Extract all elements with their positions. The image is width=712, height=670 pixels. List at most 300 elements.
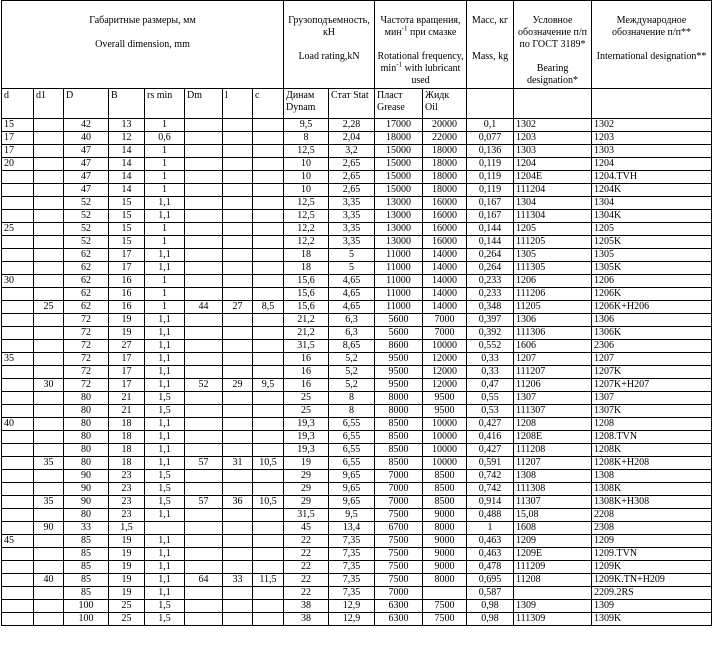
cell-B: 21 (109, 405, 145, 418)
cell-d (2, 600, 34, 613)
cell-gost: 1209E (514, 548, 592, 561)
cell-d (2, 522, 34, 535)
cell-D: 62 (64, 275, 109, 288)
cell-dyn: 19,3 (284, 431, 329, 444)
cell-B: 19 (109, 574, 145, 587)
cell-D: 85 (64, 574, 109, 587)
cell-gost: 111206 (514, 288, 592, 301)
cell-dyn: 22 (284, 587, 329, 600)
cell-intl: 1307 (592, 392, 712, 405)
cell-gost: 111207 (514, 366, 592, 379)
cell-oil: 14000 (423, 301, 467, 314)
cell-grease: 8500 (375, 457, 423, 470)
table-row (2, 587, 712, 600)
table-row (2, 119, 712, 132)
cell-rs: 1,5 (145, 470, 185, 483)
cell-c (253, 522, 284, 535)
cell-c (253, 353, 284, 366)
cell-dyn: 22 (284, 561, 329, 574)
cell-d1 (34, 145, 64, 158)
cell-grease: 7500 (375, 509, 423, 522)
cell-l (223, 509, 253, 522)
cell-D: 40 (64, 132, 109, 145)
cell-gost (514, 587, 592, 600)
cell-stat: 7,35 (329, 561, 375, 574)
cell-d1: 35 (34, 496, 64, 509)
cell-Dm (185, 236, 223, 249)
cell-gost: 1306 (514, 314, 592, 327)
cell-c (253, 509, 284, 522)
cell-oil: 10000 (423, 431, 467, 444)
cell-stat: 6,3 (329, 327, 375, 340)
cell-d (2, 236, 34, 249)
cell-D: 72 (64, 340, 109, 353)
cell-intl: 1204K (592, 184, 712, 197)
cell-D: 52 (64, 197, 109, 210)
cell-oil: 10000 (423, 457, 467, 470)
cell-d (2, 457, 34, 470)
cell-oil: 9000 (423, 509, 467, 522)
cell-gost: 1203 (514, 132, 592, 145)
cell-l (223, 431, 253, 444)
cell-rs: 1 (145, 184, 185, 197)
cell-dyn: 38 (284, 613, 329, 626)
cell-mass: 0,552 (467, 340, 514, 353)
cell-intl: 1304 (592, 197, 712, 210)
gost-designation-header-en: Bearing designation* (526, 63, 579, 86)
cell-c (253, 600, 284, 613)
cell-mass: 0,119 (467, 171, 514, 184)
cell-mass: 0,98 (467, 600, 514, 613)
cell-stat: 9,65 (329, 483, 375, 496)
cell-oil: 18000 (423, 145, 467, 158)
cell-grease: 7000 (375, 496, 423, 509)
cell-mass: 0,167 (467, 210, 514, 223)
cell-rs: 1,1 (145, 418, 185, 431)
cell-intl: 1204 (592, 158, 712, 171)
cell-l (223, 210, 253, 223)
cell-dyn: 10 (284, 158, 329, 171)
cell-d1: 40 (34, 574, 64, 587)
cell-stat: 12,9 (329, 613, 375, 626)
cell-c (253, 249, 284, 262)
cell-stat: 5,2 (329, 353, 375, 366)
cell-gost: 111205 (514, 236, 592, 249)
table-row (2, 613, 712, 626)
cell-rs: 1,1 (145, 535, 185, 548)
cell-D: 62 (64, 249, 109, 262)
cell-d1 (34, 327, 64, 340)
cell-B: 15 (109, 210, 145, 223)
cell-d1 (34, 236, 64, 249)
cell-dyn: 19,3 (284, 418, 329, 431)
cell-d (2, 249, 34, 262)
cell-d1 (34, 509, 64, 522)
col-d: d (2, 89, 34, 119)
cell-intl: 1308K (592, 483, 712, 496)
cell-gost: 111204 (514, 184, 592, 197)
cell-rs: 1,1 (145, 327, 185, 340)
col-D: D (64, 89, 109, 119)
cell-grease: 8500 (375, 431, 423, 444)
cell-gost: 1208E (514, 431, 592, 444)
cell-rs: 1 (145, 119, 185, 132)
speed-header (375, 1, 467, 89)
cell-oil: 10000 (423, 340, 467, 353)
cell-oil: 16000 (423, 236, 467, 249)
cell-intl: 1206 (592, 275, 712, 288)
cell-stat: 3,35 (329, 197, 375, 210)
table-row (2, 340, 712, 353)
cell-Dm (185, 184, 223, 197)
cell-l: 31 (223, 457, 253, 470)
cell-dyn: 38 (284, 600, 329, 613)
cell-stat: 6,55 (329, 418, 375, 431)
cell-B: 18 (109, 431, 145, 444)
table-row (2, 561, 712, 574)
cell-c (253, 535, 284, 548)
cell-D: 62 (64, 301, 109, 314)
cell-oil: 9000 (423, 561, 467, 574)
cell-D: 90 (64, 470, 109, 483)
speed-header-ru: Частота вращения, мин$^{-1}$ при смазке (380, 15, 461, 38)
cell-B: 25 (109, 613, 145, 626)
table-row (2, 210, 712, 223)
cell-mass: 0,488 (467, 509, 514, 522)
cell-dyn: 16 (284, 353, 329, 366)
cell-grease: 13000 (375, 197, 423, 210)
cell-mass: 0,144 (467, 223, 514, 236)
cell-c (253, 223, 284, 236)
cell-grease: 15000 (375, 184, 423, 197)
cell-stat: 2,04 (329, 132, 375, 145)
cell-B: 12 (109, 132, 145, 145)
table-row (2, 353, 712, 366)
cell-D: 47 (64, 184, 109, 197)
cell-Dm (185, 600, 223, 613)
cell-mass: 0,914 (467, 496, 514, 509)
cell-d (2, 613, 34, 626)
cell-Dm (185, 171, 223, 184)
table-row (2, 145, 712, 158)
cell-d (2, 561, 34, 574)
cell-rs: 1,1 (145, 314, 185, 327)
cell-grease: 11000 (375, 288, 423, 301)
cell-gost: 1204E (514, 171, 592, 184)
cell-oil: 8000 (423, 574, 467, 587)
cell-c (253, 158, 284, 171)
cell-grease: 13000 (375, 223, 423, 236)
cell-mass: 0,392 (467, 327, 514, 340)
cell-gost: 1307 (514, 392, 592, 405)
cell-l (223, 470, 253, 483)
cell-D: 90 (64, 496, 109, 509)
cell-rs: 1,1 (145, 561, 185, 574)
col-dynamic: Динам Dynam (284, 89, 329, 119)
cell-gost: 1303 (514, 145, 592, 158)
cell-d (2, 548, 34, 561)
cell-c (253, 171, 284, 184)
cell-d (2, 587, 34, 600)
cell-d1 (34, 366, 64, 379)
cell-Dm (185, 522, 223, 535)
table-row (2, 262, 712, 275)
cell-rs: 1 (145, 288, 185, 301)
cell-d (2, 340, 34, 353)
cell-grease: 8000 (375, 392, 423, 405)
cell-rs: 1 (145, 223, 185, 236)
table-body (2, 119, 712, 626)
cell-B: 19 (109, 314, 145, 327)
cell-l (223, 288, 253, 301)
cell-l (223, 548, 253, 561)
cell-gost: 1204 (514, 158, 592, 171)
cell-d1 (34, 184, 64, 197)
cell-stat: 5,2 (329, 379, 375, 392)
col-d1: d1 (34, 89, 64, 119)
table-row (2, 301, 712, 314)
cell-l (223, 535, 253, 548)
cell-c (253, 327, 284, 340)
load-rating-header-ru: Грузоподъемность, кН (288, 15, 370, 38)
cell-l (223, 366, 253, 379)
cell-stat: 2,28 (329, 119, 375, 132)
cell-D: 47 (64, 171, 109, 184)
cell-d: 17 (2, 132, 34, 145)
cell-rs (145, 522, 185, 535)
cell-grease: 7500 (375, 548, 423, 561)
load-rating-header (284, 1, 375, 89)
table-row (2, 171, 712, 184)
cell-c: 10,5 (253, 496, 284, 509)
cell-intl: 1209K.TN+H209 (592, 574, 712, 587)
cell-B: 19 (109, 561, 145, 574)
cell-c (253, 444, 284, 457)
cell-stat: 12,9 (329, 600, 375, 613)
bearing-table (1, 0, 712, 626)
cell-B: 23 (109, 483, 145, 496)
cell-B: 17 (109, 249, 145, 262)
cell-stat: 7,35 (329, 535, 375, 548)
cell-d1: 25 (34, 301, 64, 314)
cell-oil: 12000 (423, 353, 467, 366)
cell-rs: 1,1 (145, 431, 185, 444)
cell-grease: 9500 (375, 353, 423, 366)
cell-l (223, 353, 253, 366)
cell-stat: 9,65 (329, 470, 375, 483)
cell-oil: 18000 (423, 184, 467, 197)
cell-l (223, 197, 253, 210)
cell-grease: 13000 (375, 210, 423, 223)
cell-d1 (34, 171, 64, 184)
col-mass-spacer (467, 89, 514, 119)
cell-Dm: 57 (185, 457, 223, 470)
cell-grease: 15000 (375, 158, 423, 171)
cell-d: 15 (2, 119, 34, 132)
cell-oil: 12000 (423, 366, 467, 379)
cell-gost: 1205 (514, 223, 592, 236)
cell-rs: 1,1 (145, 509, 185, 522)
cell-gost: 11208 (514, 574, 592, 587)
cell-mass: 0,695 (467, 574, 514, 587)
cell-intl: 1209.TVN (592, 548, 712, 561)
cell-D: 72 (64, 353, 109, 366)
cell-mass: 0,136 (467, 145, 514, 158)
cell-oil: 14000 (423, 249, 467, 262)
cell-D: 80 (64, 457, 109, 470)
cell-Dm: 44 (185, 301, 223, 314)
cell-d1 (34, 262, 64, 275)
cell-c: 8,5 (253, 301, 284, 314)
cell-dyn: 31,5 (284, 509, 329, 522)
cell-rs: 1,5 (145, 392, 185, 405)
cell-d (2, 288, 34, 301)
cell-oil: 16000 (423, 210, 467, 223)
cell-stat: 4,65 (329, 288, 375, 301)
cell-D: 52 (64, 223, 109, 236)
cell-grease: 11000 (375, 262, 423, 275)
cell-D: 80 (64, 405, 109, 418)
cell-d (2, 574, 34, 587)
table-row (2, 548, 712, 561)
cell-dyn: 29 (284, 483, 329, 496)
cell-c (253, 392, 284, 405)
cell-l (223, 314, 253, 327)
cell-rs: 1,1 (145, 379, 185, 392)
col-grease: Пласт Grease (375, 89, 423, 119)
cell-D: 100 (64, 613, 109, 626)
cell-intl: 1206K+H206 (592, 301, 712, 314)
cell-d1 (34, 275, 64, 288)
cell-stat: 6,55 (329, 457, 375, 470)
gost-designation-header (514, 1, 592, 89)
cell-d1 (34, 418, 64, 431)
cell-c: 9,5 (253, 379, 284, 392)
cell-mass: 0,33 (467, 366, 514, 379)
cell-grease: 8500 (375, 418, 423, 431)
cell-d1 (34, 223, 64, 236)
cell-l (223, 340, 253, 353)
cell-Dm: 52 (185, 379, 223, 392)
cell-intl: 1306 (592, 314, 712, 327)
cell-B: 23 (109, 470, 145, 483)
cell-Dm: 64 (185, 574, 223, 587)
cell-mass: 0,119 (467, 184, 514, 197)
cell-intl: 1305K (592, 262, 712, 275)
intl-designation-header (592, 1, 712, 89)
mass-header-ru: Масс, кг (471, 15, 509, 26)
cell-intl: 1206K (592, 288, 712, 301)
cell-intl: 1204.TVH (592, 171, 712, 184)
cell-B: 19 (109, 548, 145, 561)
cell-stat: 6,3 (329, 314, 375, 327)
dimensions-header-en: Overall dimension, mm (95, 39, 190, 50)
cell-oil: 18000 (423, 171, 467, 184)
cell-c (253, 483, 284, 496)
cell-dyn: 22 (284, 535, 329, 548)
cell-mass: 0,119 (467, 158, 514, 171)
cell-gost: 111304 (514, 210, 592, 223)
cell-gost: 111209 (514, 561, 592, 574)
table-row (2, 158, 712, 171)
cell-c (253, 405, 284, 418)
cell-mass: 0,591 (467, 457, 514, 470)
cell-D: 52 (64, 236, 109, 249)
cell-grease: 15000 (375, 171, 423, 184)
cell-d1 (34, 483, 64, 496)
cell-D: 62 (64, 262, 109, 275)
cell-B: 1,5 (109, 522, 145, 535)
cell-d1: 30 (34, 379, 64, 392)
cell-grease: 17000 (375, 119, 423, 132)
cell-c (253, 184, 284, 197)
table-row (2, 509, 712, 522)
cell-oil: 14000 (423, 262, 467, 275)
table-row (2, 457, 712, 470)
cell-oil: 7000 (423, 314, 467, 327)
cell-B: 14 (109, 158, 145, 171)
cell-dyn: 12,2 (284, 236, 329, 249)
cell-rs: 1,1 (145, 249, 185, 262)
cell-B: 23 (109, 509, 145, 522)
cell-intl: 1302 (592, 119, 712, 132)
cell-D: 33 (64, 522, 109, 535)
cell-rs: 1,1 (145, 262, 185, 275)
cell-Dm (185, 561, 223, 574)
cell-dyn: 18 (284, 262, 329, 275)
cell-intl: 1303 (592, 145, 712, 158)
cell-c (253, 366, 284, 379)
cell-oil (423, 587, 467, 600)
cell-D: 47 (64, 158, 109, 171)
cell-dyn: 31,5 (284, 340, 329, 353)
cell-dyn: 25 (284, 405, 329, 418)
cell-D: 72 (64, 314, 109, 327)
col-gost-spacer (514, 89, 592, 119)
cell-d (2, 444, 34, 457)
cell-B: 14 (109, 184, 145, 197)
col-c: c (253, 89, 284, 119)
cell-d1 (34, 340, 64, 353)
cell-l: 29 (223, 379, 253, 392)
cell-mass: 0,264 (467, 262, 514, 275)
cell-oil: 10000 (423, 418, 467, 431)
cell-intl: 1209 (592, 535, 712, 548)
cell-grease: 7000 (375, 470, 423, 483)
table-row (2, 275, 712, 288)
table-row (2, 405, 712, 418)
cell-Dm (185, 327, 223, 340)
cell-dyn: 45 (284, 522, 329, 535)
cell-l (223, 483, 253, 496)
cell-intl: 2209.2RS (592, 587, 712, 600)
cell-l (223, 444, 253, 457)
cell-stat: 7,35 (329, 548, 375, 561)
cell-l: 33 (223, 574, 253, 587)
cell-oil: 8500 (423, 496, 467, 509)
cell-l (223, 522, 253, 535)
cell-d (2, 171, 34, 184)
cell-rs: 1,5 (145, 405, 185, 418)
cell-rs: 1,1 (145, 574, 185, 587)
intl-designation-header-en: International designation** (596, 51, 707, 62)
cell-stat: 4,65 (329, 275, 375, 288)
cell-D: 80 (64, 418, 109, 431)
cell-dyn: 22 (284, 574, 329, 587)
cell-intl: 1205 (592, 223, 712, 236)
cell-Dm (185, 444, 223, 457)
cell-d1 (34, 158, 64, 171)
